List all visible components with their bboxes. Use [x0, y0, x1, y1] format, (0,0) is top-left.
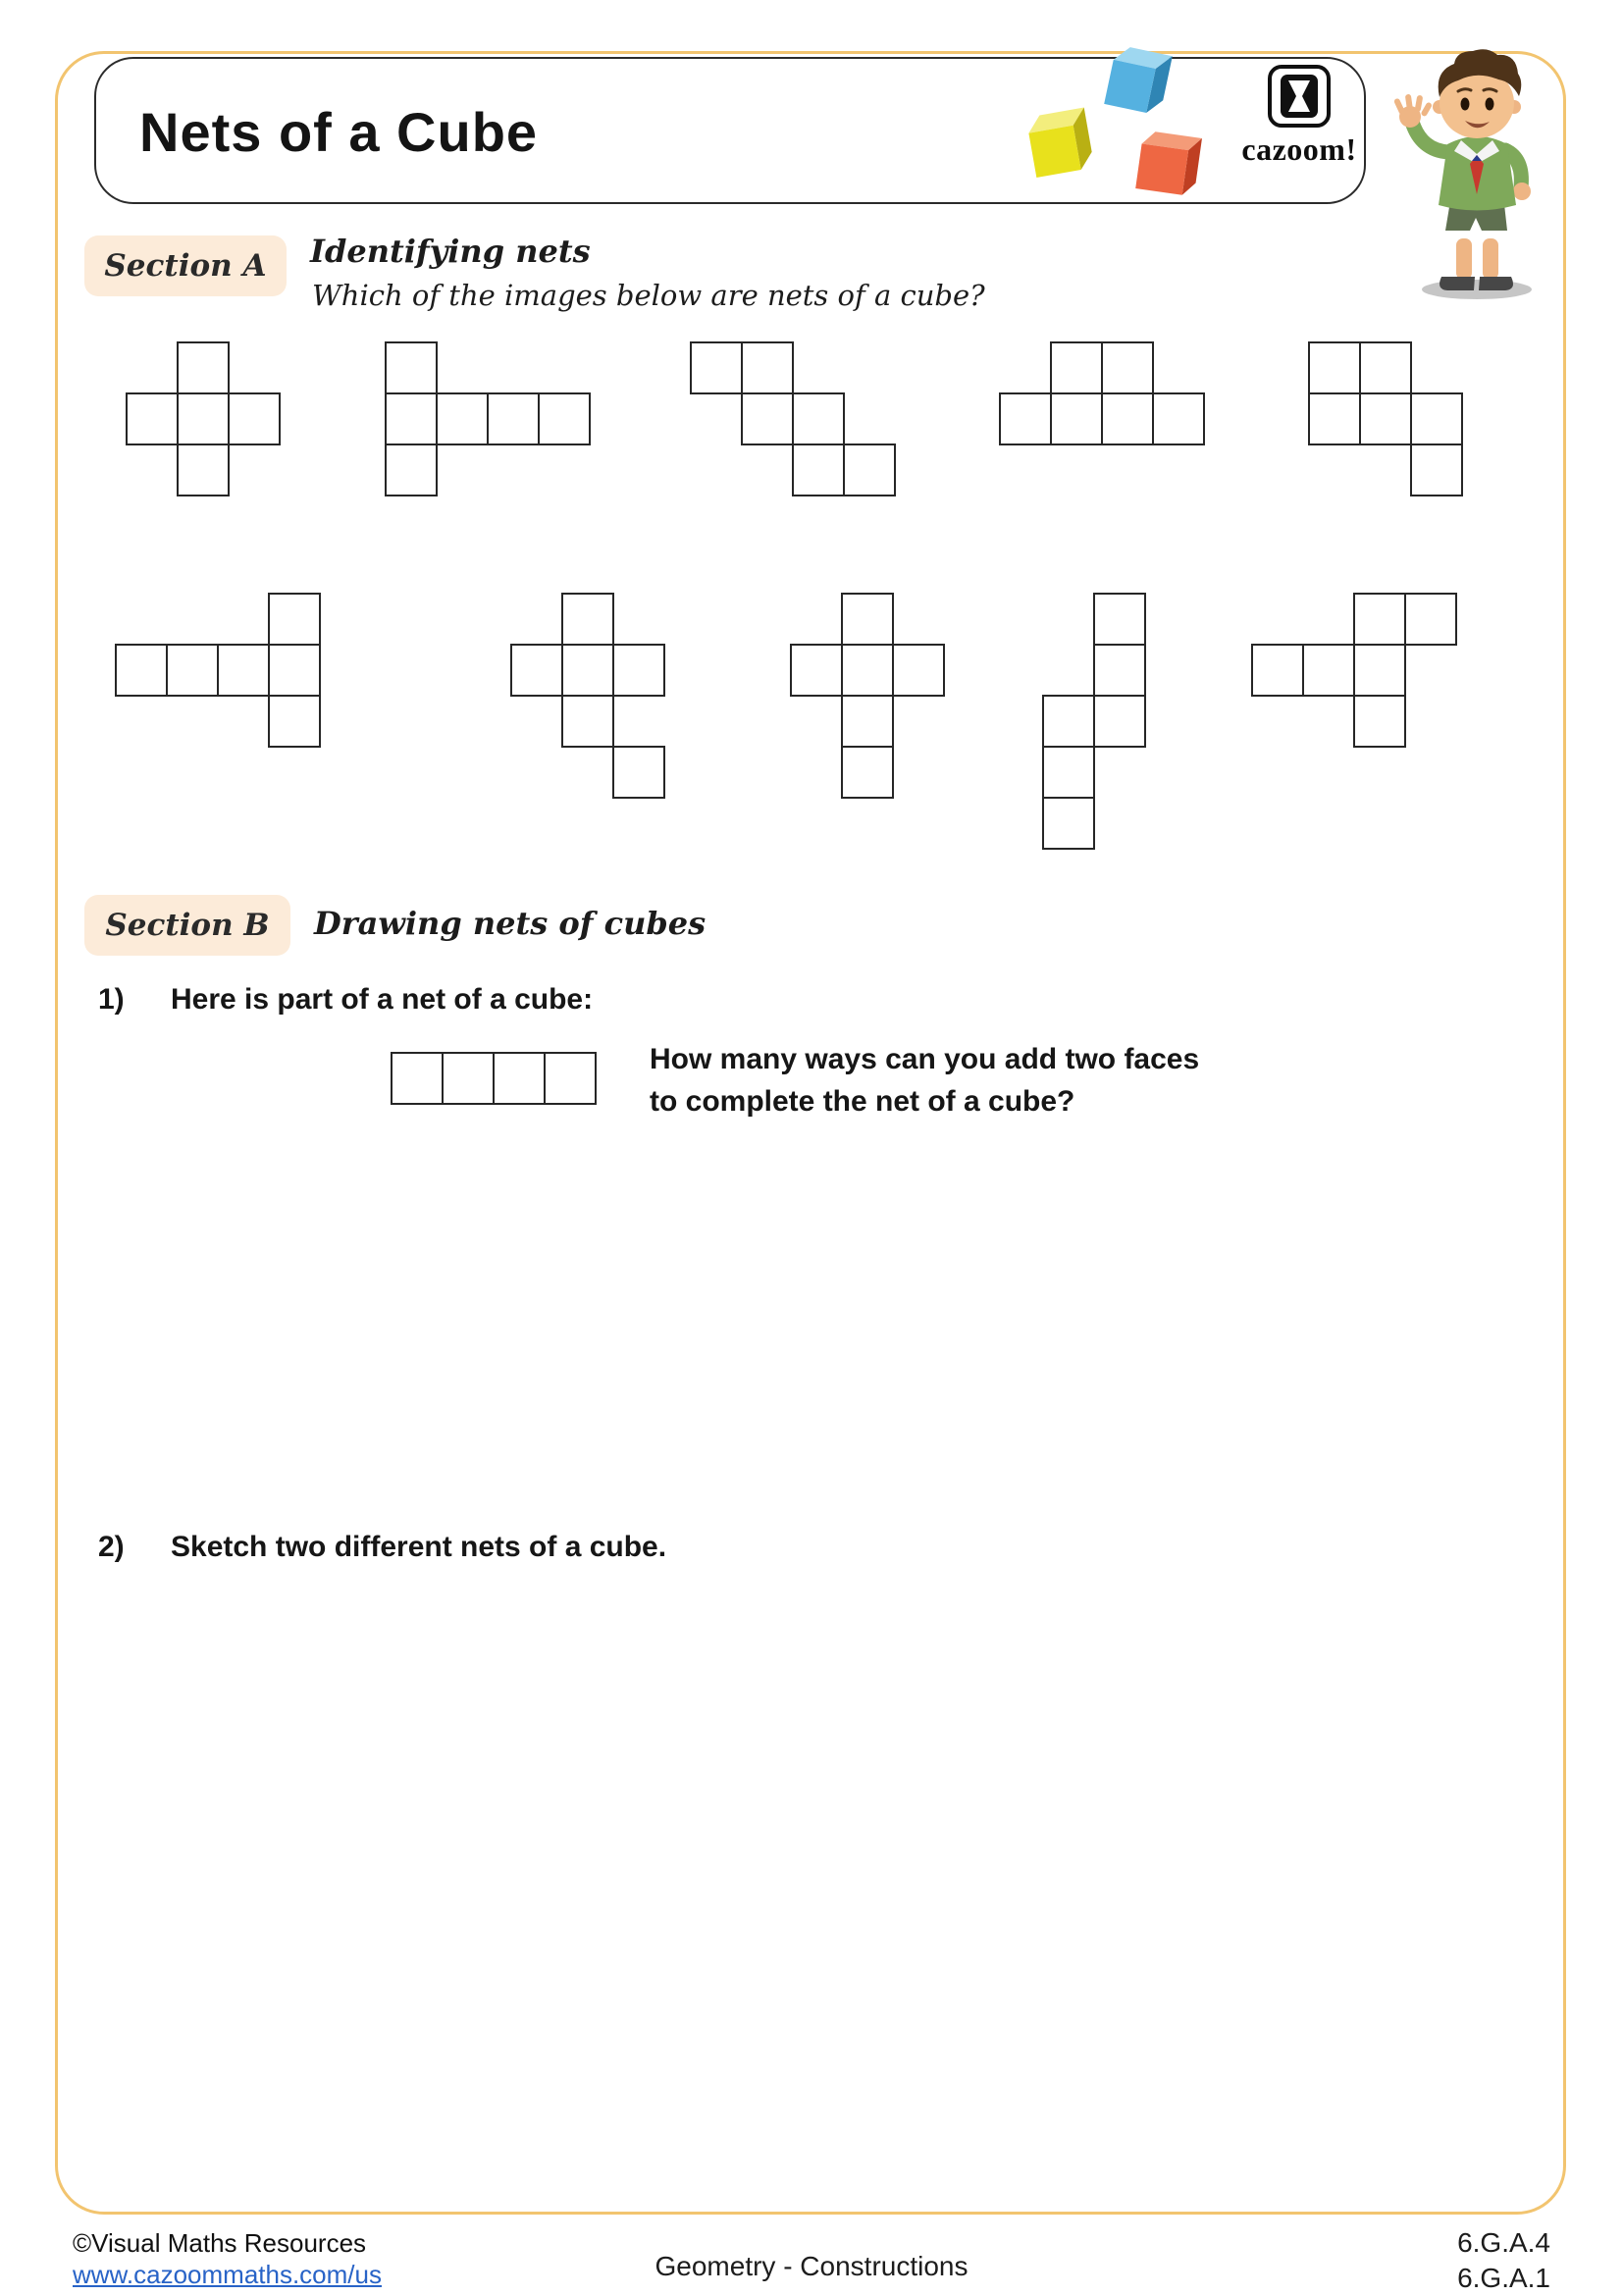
section-b-heading: Drawing nets of cubes: [314, 905, 707, 942]
net-cell: [166, 644, 219, 697]
net-cell: [741, 392, 794, 445]
net-cell: [612, 644, 665, 697]
blue-cube-icon: [1104, 44, 1173, 116]
net-cell: [1404, 593, 1457, 646]
net-cell: [892, 644, 945, 697]
net-cell: [391, 1052, 444, 1105]
net-cell: [436, 392, 489, 445]
footer-copyright: ©Visual Maths Resources: [73, 2228, 367, 2258]
net-cell: [217, 644, 270, 697]
footer-standard-1: 6.G.A.4: [1457, 2227, 1550, 2258]
net-cell: [792, 444, 845, 496]
net-cell: [999, 392, 1052, 445]
net-cell: [1353, 644, 1406, 697]
net-cell: [841, 644, 894, 697]
net-cell: [493, 1052, 546, 1105]
net-cell: [538, 392, 591, 445]
cazoom-logo-text: cazoom!: [1241, 131, 1357, 167]
net-cell: [177, 444, 230, 496]
footer-category: Geometry - Constructions: [654, 2251, 969, 2281]
net-cell: [385, 444, 438, 496]
net-cell: [1042, 746, 1095, 799]
net-cell: [126, 392, 179, 445]
net-cell: [841, 695, 894, 748]
net-cell: [385, 341, 438, 394]
net-cell: [510, 644, 563, 697]
section-a-heading: Identifying nets: [310, 233, 591, 270]
question-1-prompt-line-2: to complete the net of a cube?: [650, 1085, 1075, 1118]
net-cell: [385, 392, 438, 445]
section-b-label-text: Section B: [105, 908, 270, 943]
net-cell: [268, 695, 321, 748]
footer-standard-2: 6.G.A.1: [1457, 2263, 1550, 2293]
cazoom-logo-icon: [1268, 65, 1331, 128]
net-cell: [1353, 593, 1406, 646]
hourglass-icon: [1281, 75, 1318, 118]
net-cell: [1308, 392, 1361, 445]
net-cell: [228, 392, 281, 445]
net-cell: [1410, 444, 1463, 496]
cubes-illustration: [1003, 35, 1233, 214]
net-cell: [741, 341, 794, 394]
net-cell: [790, 644, 843, 697]
cazoom-logo: [1232, 65, 1366, 168]
net-cell: [1359, 341, 1412, 394]
section-a-label-text: Section A: [104, 248, 267, 284]
net-cell: [843, 444, 896, 496]
net-cell: [1050, 341, 1103, 394]
question-2-number: 2): [98, 1531, 125, 1563]
net-cell: [690, 341, 743, 394]
net-cell: [268, 644, 321, 697]
net-cell: [487, 392, 540, 445]
section-b-label: [84, 895, 290, 956]
net-cell: [561, 593, 614, 646]
net-cell: [1093, 593, 1146, 646]
net-cell: [1042, 797, 1095, 850]
net-cell: [1308, 341, 1361, 394]
question-1-prompt-line-1: How many ways can you add two faces: [650, 1043, 1200, 1075]
net-cell: [841, 746, 894, 799]
net-cell: [1042, 695, 1095, 748]
question-1-prompt: [650, 1038, 1199, 1122]
footer-link[interactable]: www.cazoommaths.com/us: [73, 2260, 382, 2289]
net-cell: [1152, 392, 1205, 445]
question-2-text: Sketch two different nets of a cube.: [171, 1531, 667, 1563]
question-1-number: 1): [98, 983, 125, 1016]
question-1-text: Here is part of a net of a cube:: [171, 983, 594, 1016]
net-cell: [1093, 644, 1146, 697]
net-cell: [544, 1052, 597, 1105]
net-cell: [177, 341, 230, 394]
net-cell: [1101, 341, 1154, 394]
yellow-cube-icon: [1026, 108, 1095, 178]
net-cell: [1251, 644, 1304, 697]
net-cell: [115, 644, 168, 697]
net-cell: [561, 695, 614, 748]
red-cube-icon: [1135, 130, 1202, 197]
net-cell: [1050, 392, 1103, 445]
net-cell: [1093, 695, 1146, 748]
net-cell: [561, 644, 614, 697]
net-cell: [792, 392, 845, 445]
net-cell: [612, 746, 665, 799]
net-cell: [1410, 392, 1463, 445]
net-cell: [268, 593, 321, 646]
net-cell: [177, 392, 230, 445]
section-a-subheading: Which of the images below are nets of a cube?: [312, 279, 985, 312]
net-cell: [1101, 392, 1154, 445]
net-cell: [1353, 695, 1406, 748]
page-title: Nets of a Cube: [139, 101, 539, 163]
section-a-label: [84, 235, 287, 296]
footer-standards: [1457, 2225, 1550, 2296]
net-cell: [841, 593, 894, 646]
net-cell: [1302, 644, 1355, 697]
boy-mascot-illustration: [1379, 44, 1570, 304]
net-cell: [442, 1052, 495, 1105]
net-cell: [1359, 392, 1412, 445]
